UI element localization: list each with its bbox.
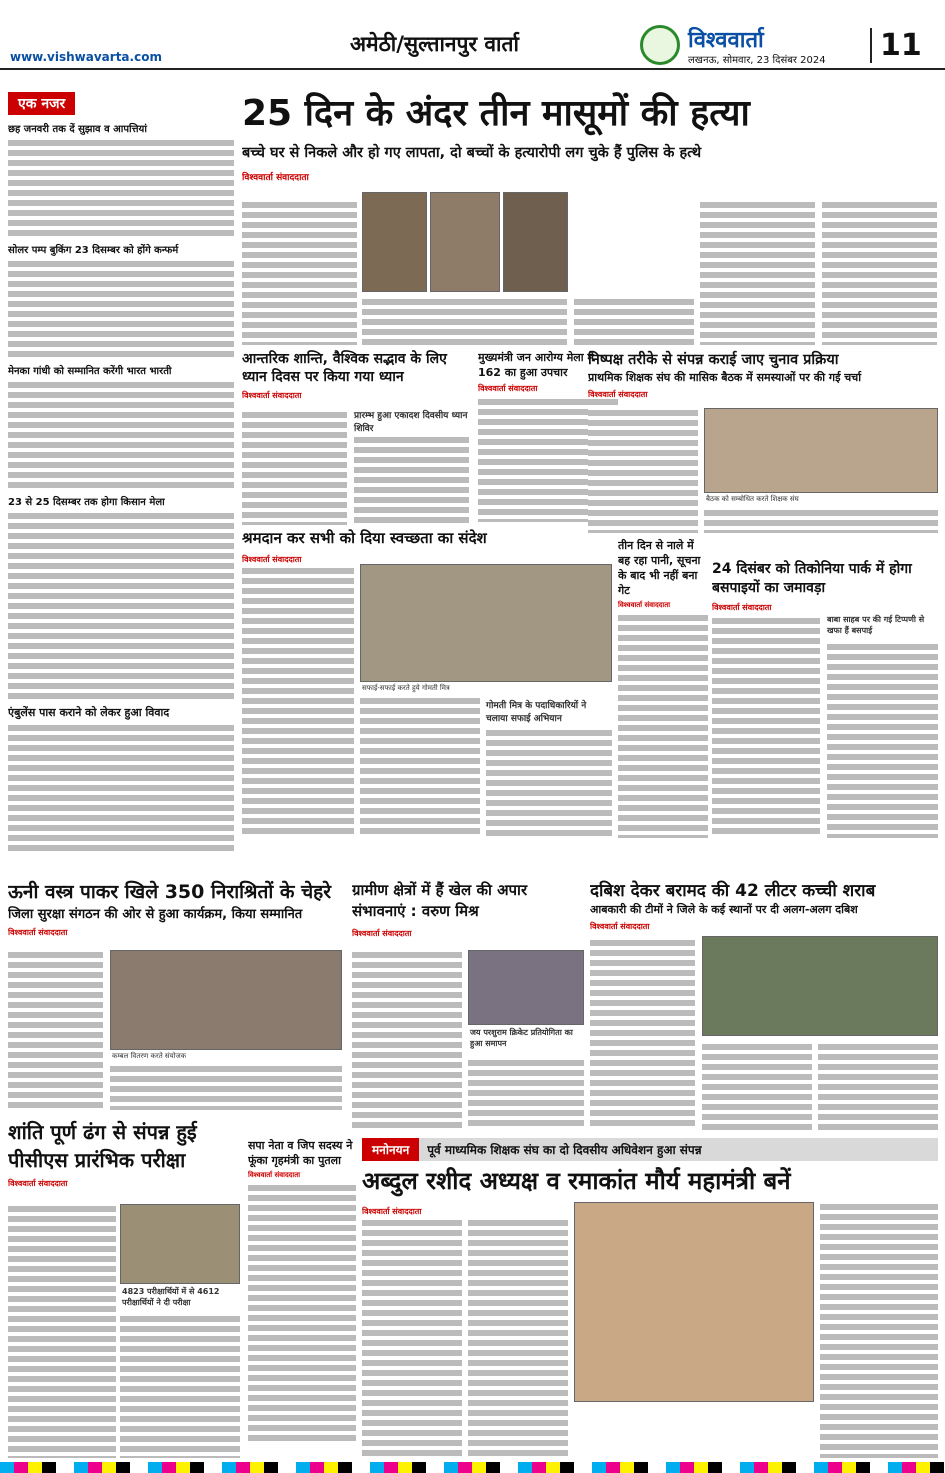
election-byline: विश्ववार्ता संवाददाता — [588, 390, 648, 399]
shikshak-kicker: मनोनयन — [362, 1138, 419, 1161]
election-caption: बैठक को सम्बोधित करते शिक्षक संघ — [706, 495, 799, 503]
story-liquor — [590, 880, 938, 1130]
woolen-photo — [110, 950, 342, 1050]
woolen-byline: विश्ववार्ता संवाददाता — [8, 928, 68, 937]
bsp-body-1 — [712, 616, 820, 838]
shikshak-headline: अब्दुल रशीद अध्यक्ष व रमाकांत मौर्य महामंत्री बनें — [362, 1167, 791, 1195]
liquor-photo — [702, 936, 938, 1036]
bsp-headline: 24 दिसंबर को तिकोनिया पार्क में होगा बसपाइयों का जमावड़ा — [712, 561, 912, 596]
sidebar-head-3: मेनका गांधी को सम्मानित करेंगी भारत भारती — [8, 366, 172, 377]
sports-photo — [468, 950, 584, 1025]
lead-body-col1 — [242, 200, 357, 345]
sports-body-2 — [468, 1058, 584, 1130]
lead-byline: विश्ववार्ता संवाददाता — [242, 173, 309, 183]
shramdan-headline: श्रमदान कर सभी को दिया स्वच्छता का संदेश — [242, 529, 487, 547]
lead-photo-2 — [430, 192, 500, 292]
shramdan-byline: विश्ववार्ता संवाददाता — [242, 555, 302, 564]
pcs-byline: विश्ववार्ता संवाददाता — [8, 1179, 68, 1188]
woolen-caption: कम्बल वितरण करते संयोजक — [112, 1052, 187, 1060]
shramdan-body-1 — [242, 566, 354, 838]
shramdan-body-2 — [360, 696, 480, 838]
shikshak-byline: विश्ववार्ता संवाददाता — [362, 1207, 422, 1216]
meditation-headline: आन्तरिक शान्ति, वैश्विक सद्भाव के लिए ध्यान दिवस पर किया गया ध्यान — [242, 351, 447, 385]
shramdan-body-3 — [486, 728, 612, 838]
dateline: लखनऊ, सोमवार, 23 दिसंबर 2024 — [688, 55, 826, 66]
election-headline: निष्पक्ष तरीके से संपन्न कराई जाए चुनाव प्रक्रिया — [588, 352, 839, 368]
story-meditation — [242, 350, 470, 525]
edition-title: अमेठी/सुल्तानपुर वार्ता — [350, 32, 519, 56]
bsp-byline: विश्ववार्ता संवाददाता — [712, 603, 772, 612]
sidebar-body-3 — [8, 380, 234, 490]
meditation-body-2 — [354, 435, 469, 525]
woolen-headline: ऊनी वस्त्र पाकर खिले 350 निराश्रितों के चेहरे — [8, 881, 332, 903]
effigy-headline: सपा नेता व जिप सदस्य ने फूंका गृहमंत्री का पुतला — [248, 1139, 353, 1167]
election-photo — [704, 408, 938, 493]
sidebar-body-1 — [8, 138, 234, 238]
site-url[interactable]: www.vishwavarta.com — [10, 50, 162, 64]
liquor-body-3 — [818, 1042, 938, 1130]
shramdan-pullquote: गोमती मित्र के पदाधिकारियों ने चलाया सफाई अभियान — [486, 701, 587, 724]
sidebar-label: एक नजर — [8, 92, 75, 115]
sidebar-head-1: छह जनवरी तक दें सुझाव व आपत्तियां — [8, 124, 147, 135]
page-header — [0, 0, 945, 70]
sidebar-body-2 — [8, 259, 234, 359]
story-sports — [352, 880, 584, 1130]
sidebar-head-2: सोलर पम्प बुकिंग 23 दिसम्बर को होंगे कन्फर्म — [8, 245, 179, 256]
lead-subheadline: बच्चे घर से निकले और हो गए लापता, दो बच्चों के हत्यारोपी लग चुके हैं पुलिस के हत्थे — [242, 145, 702, 161]
shikshak-body-3 — [820, 1202, 938, 1458]
election-subheadline: प्राथमिक शिक्षक संघ की मासिक बैठक में समस्याओं पर की गई चर्चा — [588, 371, 862, 384]
lead-photo-3 — [503, 192, 568, 292]
nala-headline: तीन दिन से नाले में बह रहा पानी, सूचना के बाद भी नहीं बना गेट — [618, 539, 701, 597]
story-shikshak — [362, 1138, 938, 1458]
bsp-pullquote: बाबा साहब पर की गई टिप्पणी से खफा हैं बसपाई — [827, 615, 925, 635]
lead-body-col3 — [574, 297, 694, 345]
lead-photo-1 — [362, 192, 427, 292]
sidebar-body-4 — [8, 511, 234, 701]
story-bsp — [712, 560, 938, 838]
shramdan-caption: सफाई-सफाई करते हुये गोमती मित्र — [362, 684, 450, 692]
meditation-body-1 — [242, 410, 347, 525]
woolen-body-1 — [8, 950, 103, 1110]
sports-pullquote: जय परशुराम क्रिकेट प्रतियोगिता का हुआ समापन — [470, 1028, 573, 1048]
page-number: 11 — [870, 28, 922, 63]
story-woolen — [8, 880, 343, 1110]
shikshak-banner-row — [362, 1138, 938, 1160]
lead-story — [242, 92, 937, 347]
pcs-body-1 — [8, 1204, 116, 1458]
effigy-body — [248, 1183, 356, 1443]
woolen-body-2 — [110, 1064, 342, 1110]
sidebar-head-5: एंबुलेंस पास कराने को लेकर हुआ विवाद — [8, 706, 170, 719]
sports-body-1 — [352, 950, 462, 1130]
print-color-bar — [0, 1462, 945, 1473]
effigy-byline: विश्ववार्ता संवाददाता — [248, 1171, 301, 1179]
sidebar-head-4: 23 से 25 दिसम्बर तक होगा किसान मेला — [8, 497, 165, 508]
election-body-1 — [588, 408, 698, 533]
liquor-body-1 — [590, 938, 695, 1130]
meditation-pullquote: प्रारम्भ हुआ एकादश दिवसीय ध्यान शिविर — [354, 411, 468, 434]
shikshak-photo — [574, 1202, 814, 1402]
arogya-headline: मुख्यमंत्री जन आरोग्य मेला में 162 का हुआ उपचार — [478, 351, 595, 379]
lead-body-col4 — [700, 200, 815, 345]
pcs-headline: शांति पूर्ण ढंग से संपन्न हुई पीसीएस प्रारंभिक परीक्षा — [8, 1120, 197, 1172]
story-nala — [618, 538, 708, 838]
nala-body — [618, 613, 708, 838]
arogya-byline: विश्ववार्ता संवाददाता — [478, 384, 538, 393]
brand-logo — [640, 25, 680, 65]
liquor-headline: दबिश देकर बरामद की 42 लीटर कच्ची शराब — [590, 881, 876, 901]
liquor-subheadline: आबकारी की टीमों ने जिले के कई स्थानों पर दी अलग-अलग दबिश — [590, 903, 858, 916]
bsp-body-2 — [827, 642, 938, 838]
story-pcs — [8, 1118, 240, 1458]
pcs-body-2 — [120, 1314, 240, 1458]
sidebar-ek-nazar — [8, 92, 234, 878]
shikshak-body-2 — [468, 1218, 568, 1458]
lead-body-col2 — [362, 297, 567, 345]
brand-name: विश्ववार्ता — [688, 28, 764, 53]
liquor-byline: विश्ववार्ता संवाददाता — [590, 922, 650, 931]
election-body-2 — [704, 508, 938, 533]
story-effigy — [248, 1138, 356, 1458]
meditation-byline: विश्ववार्ता संवाददाता — [242, 391, 302, 400]
shikshak-banner: पूर्व माध्यमिक शिक्षक संघ का दो दिवसीय अधिवेशन हुआ संपन्न — [419, 1138, 938, 1161]
shikshak-body-1 — [362, 1218, 462, 1458]
pcs-photo — [120, 1204, 240, 1284]
story-shramdan — [242, 528, 612, 838]
woolen-subheadline: जिला सुरक्षा संगठन की ओर से हुआ कार्यक्रम, किया सम्मानित — [8, 907, 303, 922]
nala-byline: विश्ववार्ता संवाददाता — [618, 601, 671, 609]
liquor-body-2 — [702, 1042, 812, 1130]
lead-headline: 25 दिन के अंदर तीन मासूमों की हत्या — [242, 93, 750, 134]
shramdan-photo — [360, 564, 612, 682]
lead-body-col5 — [822, 200, 937, 345]
sports-byline: विश्ववार्ता संवाददाता — [352, 929, 412, 938]
sports-headline: ग्रामीण क्षेत्रों में हैं खेल की अपार संभावनाएं : वरुण मिश्र — [352, 881, 528, 920]
sidebar-body-5 — [8, 723, 234, 853]
pcs-pullquote: 4823 परीक्षार्थियों में से 4612 परीक्षार्थियों ने दी परीक्षा — [122, 1287, 220, 1307]
story-election — [588, 350, 938, 535]
